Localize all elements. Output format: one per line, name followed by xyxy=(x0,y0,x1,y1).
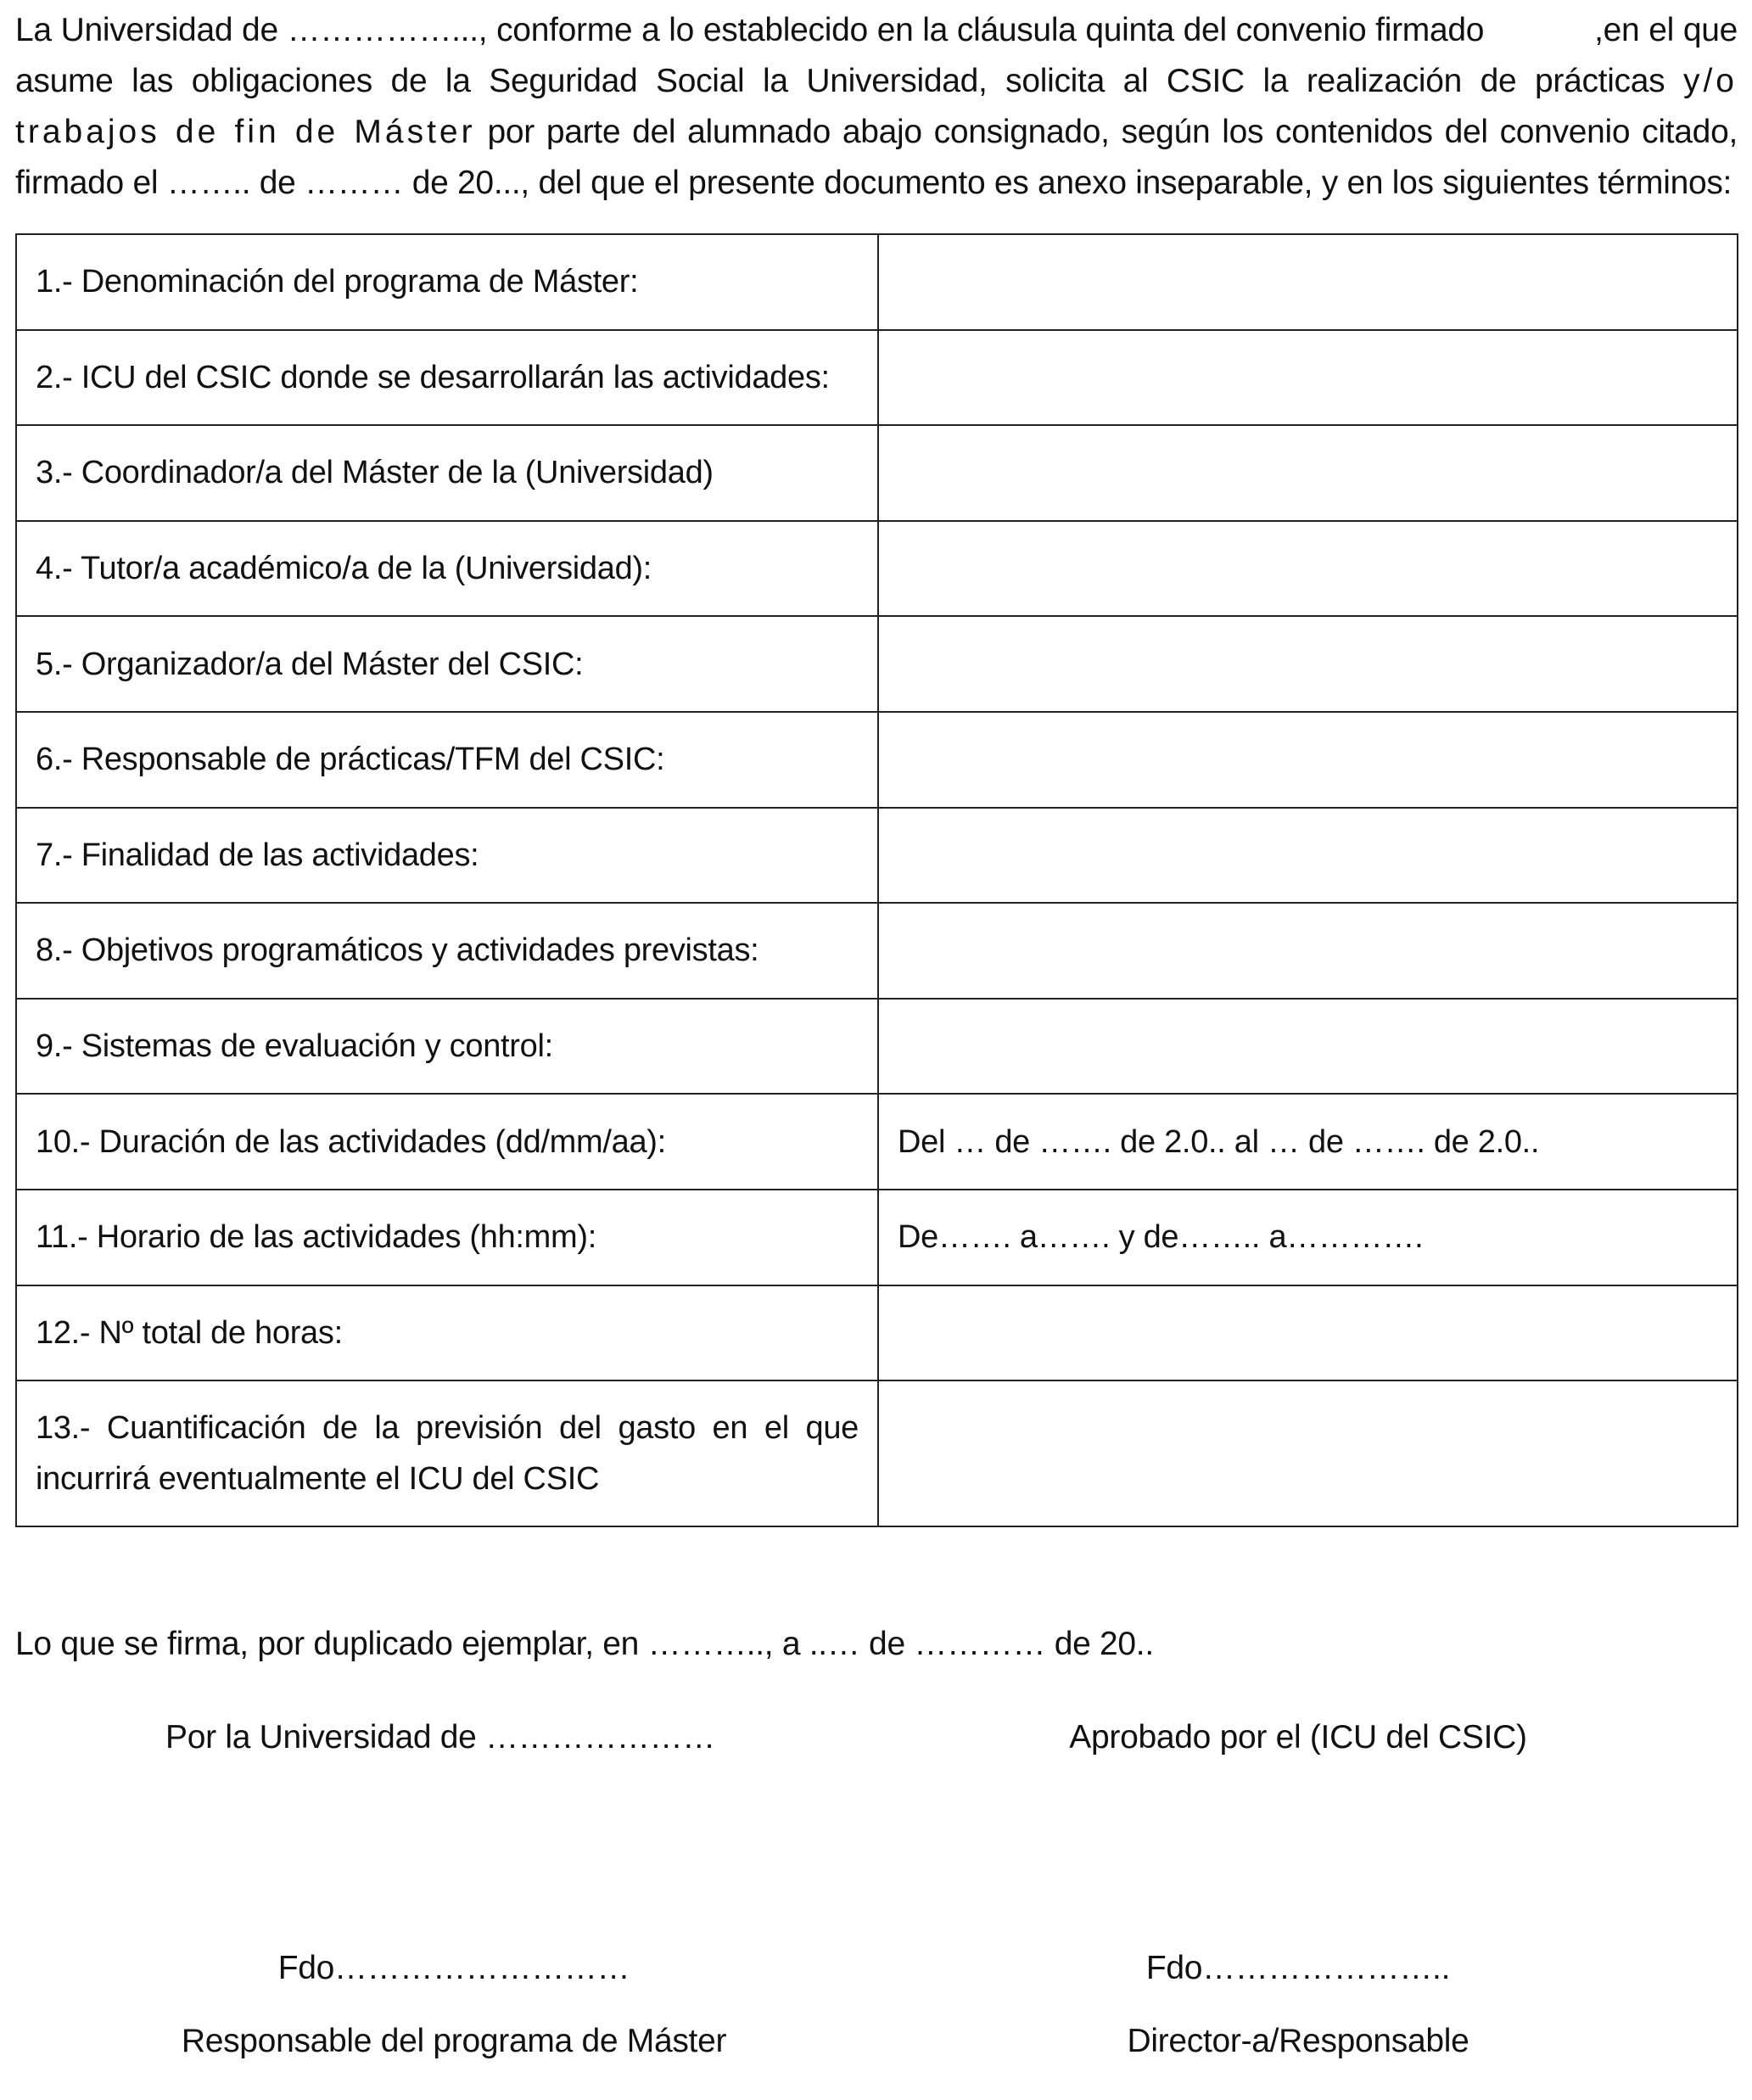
table-row xyxy=(16,903,1738,999)
signature-left-role: Responsable del programa de Máster xyxy=(181,2023,727,2059)
intro-text-spaced: y/o trabajos de fin de Máster xyxy=(15,63,1738,150)
row-value[interactable] xyxy=(878,616,1738,712)
table-row xyxy=(16,1285,1738,1381)
table-row xyxy=(16,1380,1738,1526)
row-label: 2.- ICU del CSIC donde se desarrollarán las actividades: xyxy=(16,330,878,426)
row-label: 6.- Responsable de prácticas/TFM del CSIC: xyxy=(16,712,878,808)
table-row xyxy=(16,521,1738,617)
table-row xyxy=(16,425,1738,521)
intro-text-4: por parte del alumnado abajo consignado, según los contenidos del convenio citado, firmado el …….. de ……… de 20..., del que el presente documento es anexo inseparable, y en los siguientes términos: xyxy=(15,114,1738,201)
signature-left-heading: Por la Universidad de ………………… xyxy=(165,1719,715,1756)
intro-text-2: ,en el que asume las obligaciones de la Seguridad Social la Universidad, solicita al CSIC la realización de prácticas xyxy=(15,12,1738,99)
table-row xyxy=(16,1190,1738,1285)
row-label: 8.- Objetivos programáticos y actividades previstas: xyxy=(16,903,878,999)
row-value[interactable] xyxy=(878,712,1738,808)
row-value[interactable] xyxy=(878,330,1738,426)
row-label: 4.- Tutor/a académico/a de la (Universidad): xyxy=(16,521,878,617)
intro-paragraph xyxy=(15,5,1738,209)
row-label: 5.- Organizador/a del Máster del CSIC: xyxy=(16,616,878,712)
row-label: 3.- Coordinador/a del Máster de la (Universidad) xyxy=(16,425,878,521)
row-value[interactable] xyxy=(878,808,1738,904)
row-label: 10.- Duración de las actividades (dd/mm/aa): xyxy=(16,1094,878,1190)
row-label: 13.- Cuantificación de la previsión del gasto en el que incurrirá eventualmente el ICU del CSIC xyxy=(16,1380,878,1526)
row-label: 11.- Horario de las actividades (hh:mm): xyxy=(16,1190,878,1285)
table-row xyxy=(16,999,1738,1095)
row-value[interactable] xyxy=(878,903,1738,999)
table-row xyxy=(16,712,1738,808)
row-label: 7.- Finalidad de las actividades: xyxy=(16,808,878,904)
signature-left-fdo: Fdo……………………… xyxy=(277,1950,630,1986)
signature-right-fdo: Fdo………………….. xyxy=(1145,1950,1451,1986)
table-row xyxy=(16,234,1738,330)
row-value[interactable] xyxy=(878,425,1738,521)
activities-form-table xyxy=(15,233,1738,1527)
row-label: 1.- Denominación del programa de Máster: xyxy=(16,234,878,330)
table-row xyxy=(16,330,1738,426)
row-value[interactable] xyxy=(878,234,1738,330)
row-value[interactable] xyxy=(878,521,1738,617)
row-label: 9.- Sistemas de evaluación y control: xyxy=(16,999,878,1095)
closing-statement: Lo que se firma, por duplicado ejemplar, en ……….., a ..… de ………… de 20.. xyxy=(15,1626,1154,1662)
row-value[interactable] xyxy=(878,999,1738,1095)
table-row xyxy=(16,808,1738,904)
intro-text-1: La Universidad de ……………..., conforme a lo establecido en la cláusula quinta del convenio firmado xyxy=(15,12,1485,48)
table-row xyxy=(16,616,1738,712)
row-value[interactable]: Del … de ……. de 2.0.. al … de ……. de 2.0.. xyxy=(878,1094,1738,1190)
signature-right-heading: Aprobado por el (ICU del CSIC) xyxy=(1069,1719,1527,1756)
row-value[interactable] xyxy=(878,1380,1738,1526)
row-value[interactable]: De……. a……. y de…….. a…………. xyxy=(878,1190,1738,1285)
row-value[interactable] xyxy=(878,1285,1738,1381)
table-row xyxy=(16,1094,1738,1190)
row-label: 12.- Nº total de horas: xyxy=(16,1285,878,1381)
signature-right-role: Director-a/Responsable xyxy=(1127,2023,1469,2059)
